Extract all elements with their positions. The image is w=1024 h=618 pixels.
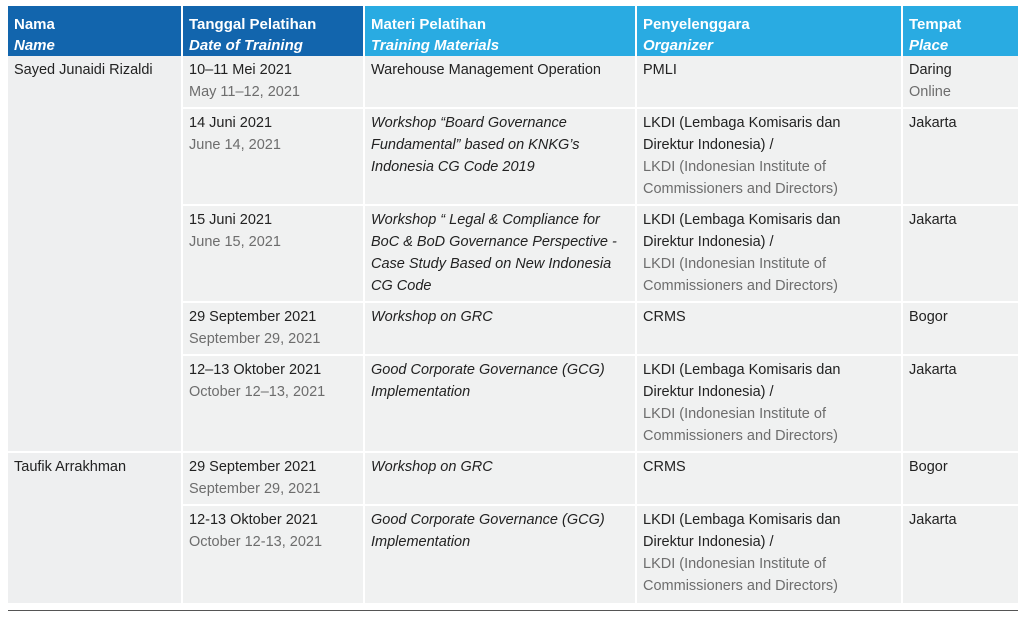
- material-cell: [365, 356, 637, 453]
- place-cell: [903, 206, 1018, 303]
- place-id: Bogor: [909, 459, 948, 475]
- table-row: [8, 56, 1018, 109]
- organizer-cell: [637, 56, 903, 109]
- header-place-id: Tempat: [909, 16, 962, 33]
- header-materials-id: Materi Pelatihan: [371, 16, 487, 33]
- material-text: Good Corporate Governance (GCG) Implementation: [371, 512, 605, 550]
- place-id: Jakarta: [909, 212, 957, 228]
- organizer-cell: [637, 109, 903, 206]
- material-text: Workshop on GRC: [371, 309, 493, 325]
- date-en: June 15, 2021: [189, 234, 281, 250]
- place-id: Jakarta: [909, 512, 957, 528]
- header-date: [183, 6, 365, 56]
- organizer-id: LKDI (Lembaga Komisaris dan Direktur Indonesia) /: [643, 115, 841, 153]
- material-cell: [365, 109, 637, 206]
- date-cell: [183, 206, 365, 303]
- place-cell: [903, 56, 1018, 109]
- date-id: 12–13 Oktober 2021: [189, 362, 322, 378]
- material-text: Workshop on GRC: [371, 459, 493, 475]
- material-cell: [365, 206, 637, 303]
- organizer-id: CRMS: [643, 459, 686, 475]
- date-cell: [183, 303, 365, 356]
- organizer-id: LKDI (Lembaga Komisaris dan Direktur Indonesia) /: [643, 512, 841, 550]
- date-en: May 11–12, 2021: [189, 84, 300, 100]
- material-text: Warehouse Management Operation: [371, 62, 601, 78]
- place-id: Jakarta: [909, 362, 957, 378]
- date-cell: [183, 56, 365, 109]
- organizer-cell: [637, 356, 903, 453]
- place-cell: [903, 453, 1018, 506]
- table-bottom-rule: [8, 610, 1018, 611]
- participant-name: Taufik Arrakhman: [14, 459, 127, 475]
- header-materials: [365, 6, 637, 56]
- organizer-cell: [637, 303, 903, 356]
- table-row: [8, 453, 1018, 506]
- material-text: Workshop “ Legal & Compliance for BoC & BoD Governance Perspective - Case Study Based on New Indonesia CG Code: [371, 212, 617, 294]
- date-id: 15 Juni 2021: [189, 212, 273, 228]
- date-en: September 29, 2021: [189, 481, 321, 497]
- organizer-cell: [637, 206, 903, 303]
- organizer-en: LKDI (Indonesian Institute of Commissioners and Directors): [643, 406, 838, 444]
- place-cell: [903, 356, 1018, 453]
- place-en: Online: [909, 84, 951, 100]
- organizer-cell: [637, 453, 903, 506]
- header-place-en: Place: [909, 37, 949, 54]
- header-materials-en: Training Materials: [371, 37, 500, 54]
- date-id: 10–11 Mei 2021: [189, 62, 292, 78]
- date-en: October 12-13, 2021: [189, 534, 323, 550]
- header-organizer-id: Penyelenggara: [643, 16, 750, 33]
- place-id: Daring: [909, 62, 952, 78]
- date-cell: [183, 356, 365, 453]
- organizer-id: LKDI (Lembaga Komisaris dan Direktur Indonesia) /: [643, 362, 841, 400]
- header-name-id: Nama: [14, 16, 55, 33]
- organizer-en: LKDI (Indonesian Institute of Commissioners and Directors): [643, 256, 838, 294]
- organizer-en: LKDI (Indonesian Institute of Commissioners and Directors): [643, 159, 838, 197]
- material-cell: [365, 303, 637, 356]
- header-row: [8, 6, 1018, 56]
- date-id: 14 Juni 2021: [189, 115, 273, 131]
- place-cell: [903, 109, 1018, 206]
- header-name: [8, 6, 183, 56]
- date-en: September 29, 2021: [189, 331, 321, 347]
- place-cell: [903, 506, 1018, 603]
- date-cell: [183, 109, 365, 206]
- participant-name-cell: [8, 453, 183, 603]
- material-text: Workshop “Board Governance Fundamental” based on KNKG’s Indonesia CG Code 2019: [371, 115, 580, 175]
- participant-name: Sayed Junaidi Rizaldi: [14, 62, 153, 78]
- place-id: Jakarta: [909, 115, 957, 131]
- header-place: [903, 6, 1018, 56]
- organizer-id: LKDI (Lembaga Komisaris dan Direktur Indonesia) /: [643, 212, 841, 250]
- date-id: 12-13 Oktober 2021: [189, 512, 318, 528]
- date-id: 29 September 2021: [189, 309, 317, 325]
- place-cell: [903, 303, 1018, 356]
- organizer-cell: [637, 506, 903, 603]
- training-table: [8, 6, 1018, 603]
- header-organizer: [637, 6, 903, 56]
- material-cell: [365, 506, 637, 603]
- material-cell: [365, 453, 637, 506]
- date-en: October 12–13, 2021: [189, 384, 326, 400]
- date-id: 29 September 2021: [189, 459, 317, 475]
- participant-name-cell: [8, 56, 183, 453]
- date-en: June 14, 2021: [189, 137, 281, 153]
- organizer-en: LKDI (Indonesian Institute of Commissioners and Directors): [643, 556, 838, 594]
- header-date-id: Tanggal Pelatihan: [189, 16, 317, 33]
- place-id: Bogor: [909, 309, 948, 325]
- date-cell: [183, 453, 365, 506]
- date-cell: [183, 506, 365, 603]
- material-cell: [365, 56, 637, 109]
- header-organizer-en: Organizer: [643, 37, 714, 54]
- header-name-en: Name: [14, 37, 55, 54]
- header-date-en: Date of Training: [189, 37, 303, 54]
- material-text: Good Corporate Governance (GCG) Implementation: [371, 362, 605, 400]
- organizer-id: CRMS: [643, 309, 686, 325]
- organizer-id: PMLI: [643, 62, 677, 78]
